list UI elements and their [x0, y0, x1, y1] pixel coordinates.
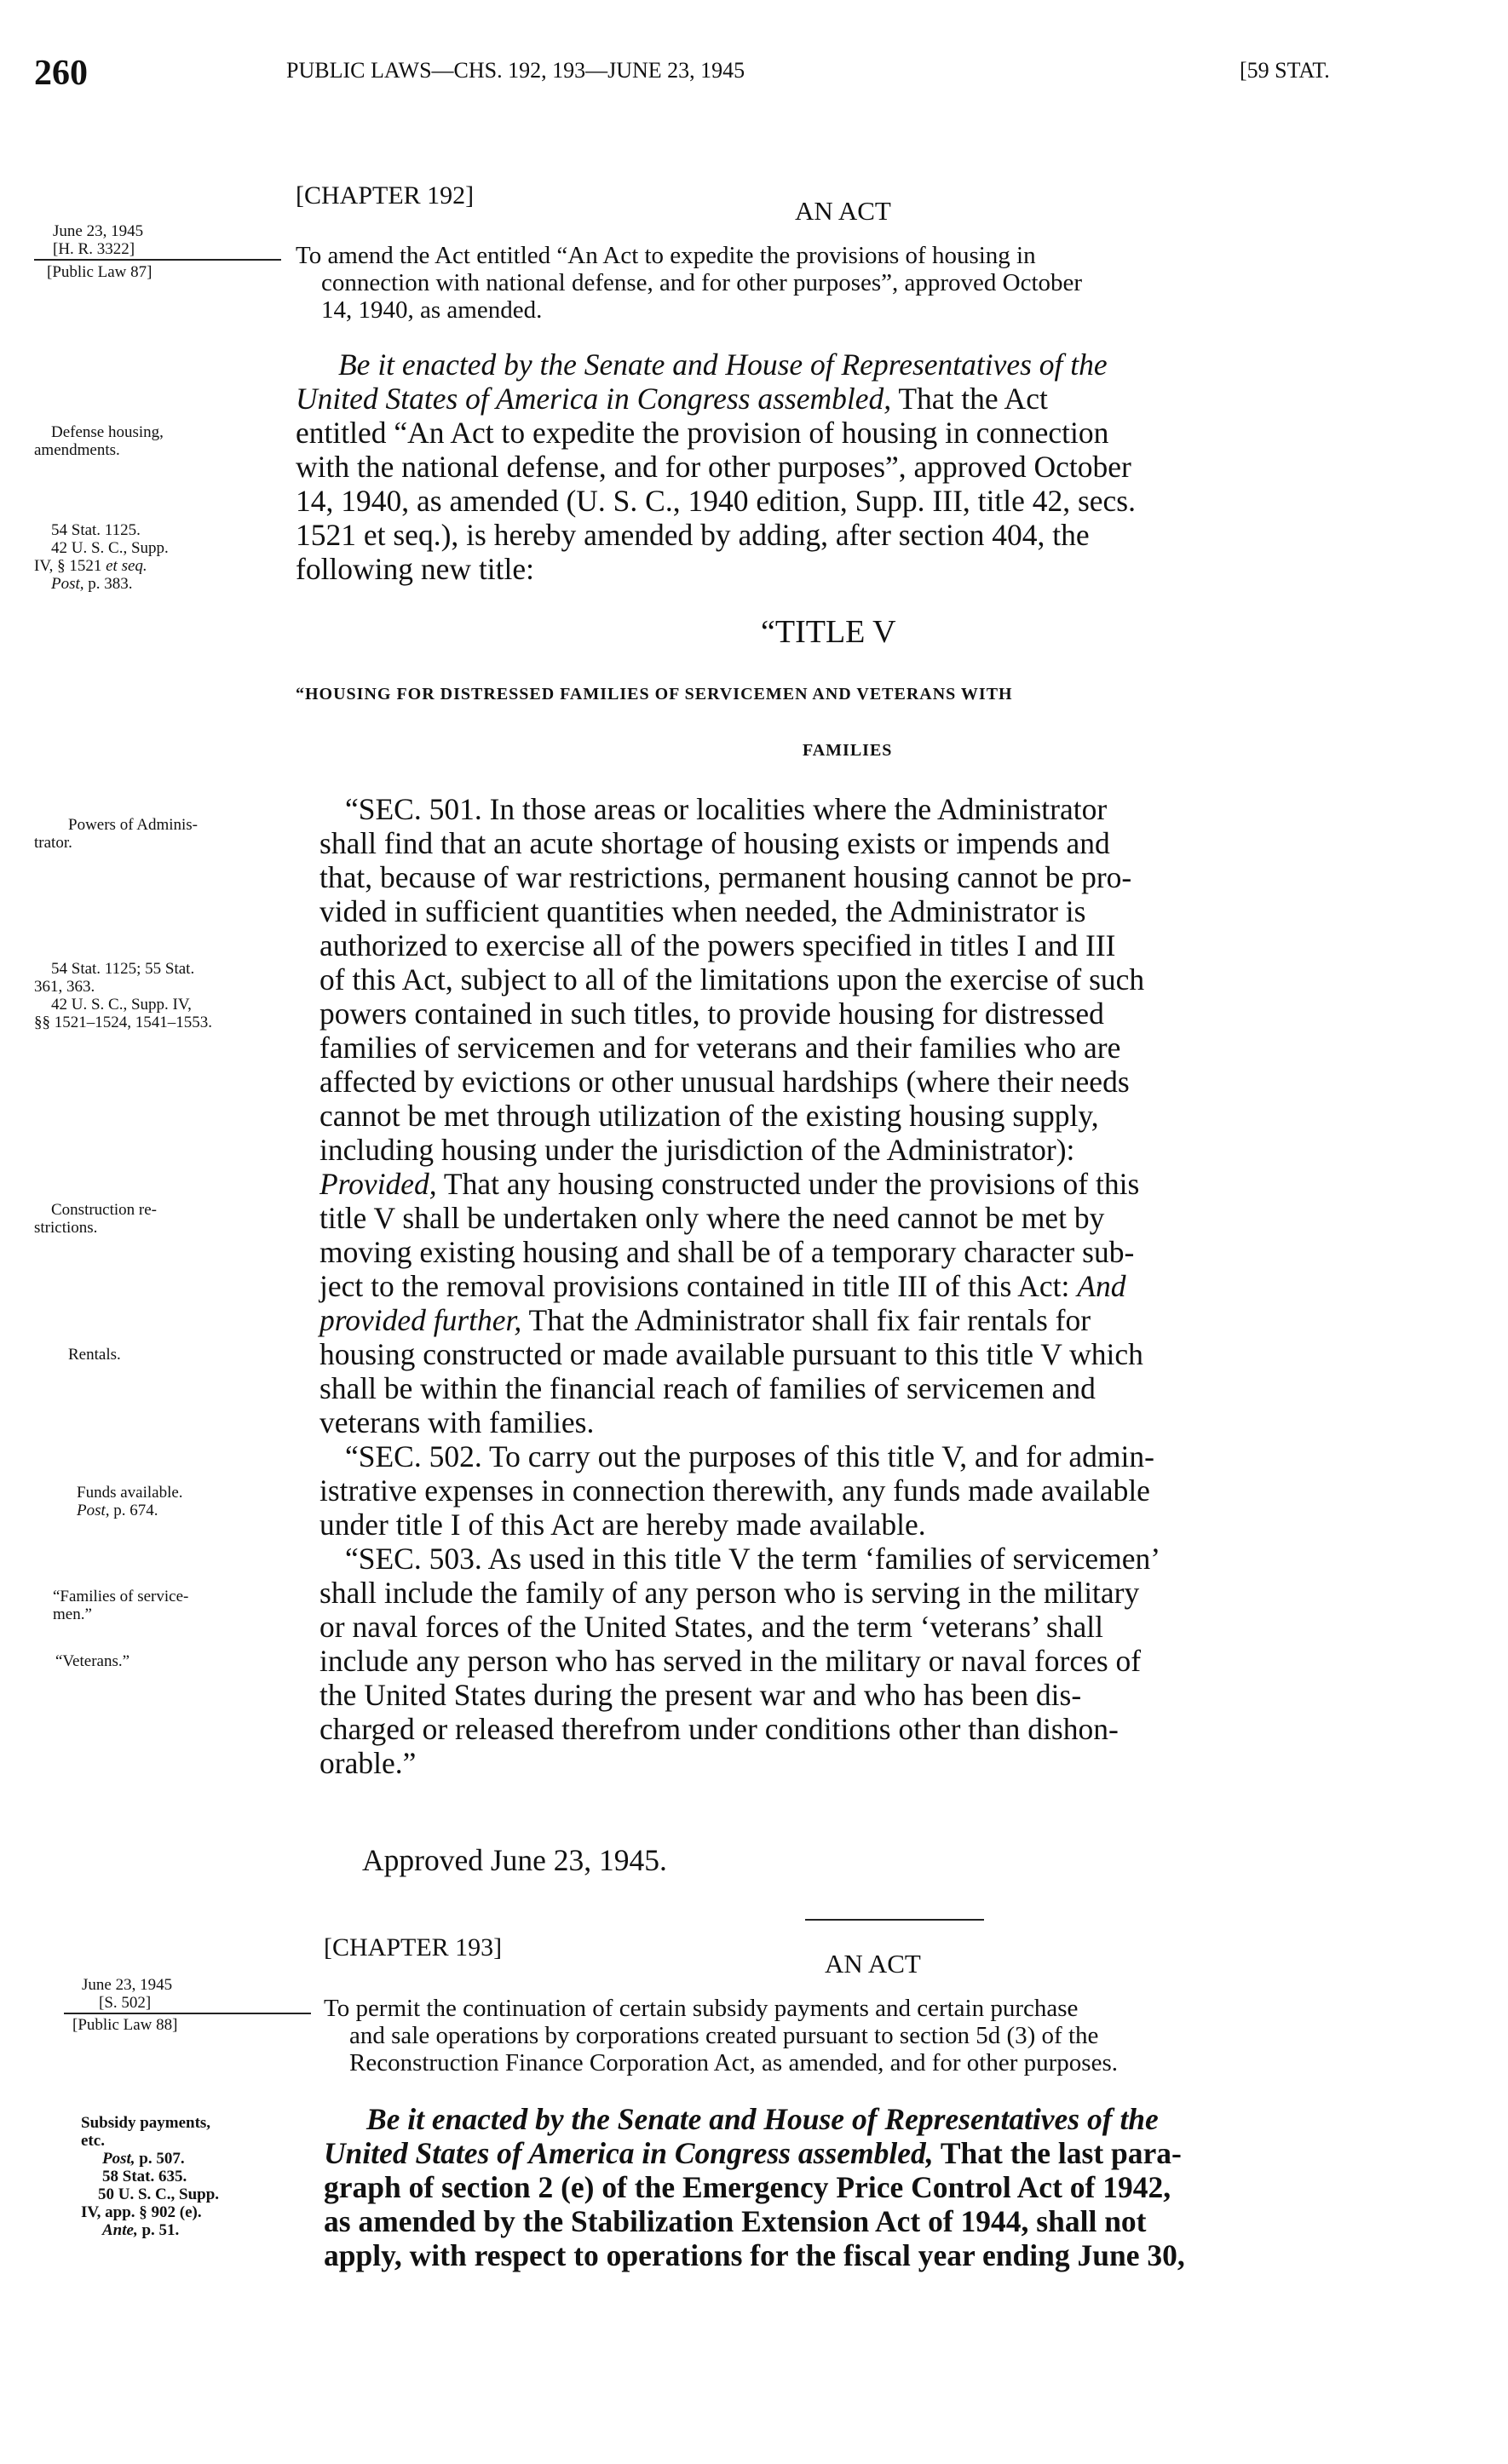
margin-note-line: Post, — [77, 1502, 110, 1519]
margin-note-line: “Families of service- — [53, 1588, 189, 1605]
margin-note-citation-b — [34, 960, 212, 1031]
margin-note-line: Defense housing, — [51, 423, 164, 441]
margin-note-line: 58 Stat. 635. — [102, 2168, 187, 2185]
caption-line: connection with national defense, and for other purposes”, approved October — [321, 269, 1083, 296]
chapter-192-approved: Approved June 23, 1945. — [362, 1843, 667, 1877]
body-line: provided further, — [319, 1303, 522, 1337]
body-line: orable.” — [319, 1746, 417, 1780]
chapter-192-caption — [296, 242, 1082, 324]
enacting-line: Be it enacted by the Senate and House of Representatives of the — [366, 2102, 1159, 2136]
chapter-193-date-note: June 23, 1945 — [82, 1976, 173, 1994]
margin-note-line: Ante, — [102, 2221, 138, 2239]
body-line: veterans with families. — [319, 1405, 595, 1439]
margin-note-funds — [77, 1484, 183, 1519]
body-line: graph of section 2 (e) of the Emergency Price Control Act of 1942, — [324, 2170, 1171, 2204]
body-line: or naval forces of the United States, and the term ‘veterans’ shall — [319, 1610, 1104, 1644]
margin-note-line: Funds available. — [77, 1484, 183, 1502]
body-line: of this Act, subject to all of the limitations upon the exercise of such — [319, 962, 1145, 997]
body-line: families of servicemen and for veterans and their families who are — [319, 1031, 1121, 1065]
section-502 — [319, 1439, 1154, 1542]
body-line: moving existing housing and shall be of a temporary character sub- — [319, 1235, 1135, 1269]
title-v-heading: “TITLE V — [761, 614, 896, 650]
enacting-line: That the last para- — [933, 2136, 1182, 2170]
body-line: shall find that an acute shortage of housing exists or impends and — [319, 826, 1110, 860]
chapter-193-note-rule — [64, 2013, 311, 2014]
body-line: cannot be met through utilization of the existing housing supply, — [319, 1099, 1099, 1133]
chapter-192-act-heading: AN ACT — [795, 196, 891, 226]
body-line: apply, with respect to operations for the fiscal year ending June 30, — [324, 2238, 1185, 2272]
body-line: housing constructed or made available pursuant to this title V which — [319, 1337, 1143, 1371]
chapter-193-label: [CHAPTER 193] — [324, 1933, 503, 1961]
body-line: authorized to exercise all of the powers specified in titles I and III — [319, 928, 1116, 962]
margin-note-line: amendments. — [34, 441, 120, 459]
margin-note-defense-housing — [34, 423, 164, 459]
section-501 — [319, 792, 1144, 1439]
body-line: following new title: — [296, 552, 535, 586]
body-line: title V shall be undertaken only where the need cannot be met by — [319, 1201, 1105, 1235]
margin-note-line: §§ 1521–1524, 1541–1553. — [34, 1014, 212, 1031]
margin-note-line: IV, § 1521 — [34, 557, 106, 575]
margin-note-line: Post, — [51, 575, 84, 593]
body-line: “SEC. 501. In those areas or localities where the Administrator — [345, 792, 1108, 826]
margin-note-line: strictions. — [34, 1219, 98, 1237]
running-title: PUBLIC LAWS—CHS. 192, 193—JUNE 23, 1945 — [286, 58, 745, 83]
body-line: ject to the removal provisions contained in title III of this Act: — [319, 1269, 1078, 1303]
body-line: with the national defense, and for other purposes”, approved October — [296, 450, 1131, 484]
margin-note-line: Construction re- — [51, 1201, 158, 1219]
title-v-subheading-line-2: FAMILIES — [803, 741, 893, 760]
margin-note-powers — [34, 816, 198, 852]
body-line: include any person who has served in the military or naval forces of — [319, 1644, 1142, 1678]
body-line: That the Administrator shall fix fair rentals for — [521, 1303, 1091, 1337]
margin-note-veterans: “Veterans.” — [55, 1652, 130, 1670]
margin-note-subsidy — [81, 2114, 219, 2239]
body-line: Provided, — [319, 1167, 437, 1201]
enacting-line: United States of America in Congress assembled, — [324, 2136, 934, 2170]
margin-note-families — [53, 1588, 188, 1623]
margin-note-construction — [34, 1201, 157, 1237]
caption-line: Reconstruction Finance Corporation Act, as amended, and for other purposes. — [349, 2049, 1118, 2076]
margin-note-rentals: Rentals. — [68, 1346, 121, 1364]
chapter-192-note-rule — [34, 259, 281, 261]
body-line: shall be within the financial reach of families of servicemen and — [319, 1371, 1096, 1405]
body-line: under title I of this Act are hereby made available. — [319, 1508, 926, 1542]
chapter-192-date-note: June 23, 1945 — [53, 222, 144, 240]
body-line: charged or released therefrom under conditions other than dishon- — [319, 1712, 1119, 1746]
body-line: entitled “An Act to expedite the provision of housing in connection — [296, 416, 1109, 450]
body-line: And — [1077, 1269, 1126, 1303]
body-line: “SEC. 502. To carry out the purposes of this title V, and for admin- — [345, 1439, 1154, 1473]
chapter-192-label: [CHAPTER 192] — [296, 181, 475, 210]
body-line: istrative expenses in connection therewith, any funds made available — [319, 1473, 1150, 1508]
chapter-193-enacting-clause — [324, 2102, 1185, 2272]
margin-note-line: 50 U. S. C., Supp. — [98, 2185, 220, 2203]
body-line: 1521 et seq.), is hereby amended by adding, after section 404, the — [296, 518, 1090, 552]
title-v-subheading-line-1: “HOUSING FOR DISTRESSED FAMILIES OF SERVICEMEN AND VETERANS WITH — [296, 685, 1013, 704]
body-line: 14, 1940, as amended (U. S. C., 1940 edition, Supp. III, title 42, secs. — [296, 484, 1136, 518]
body-line: as amended by the Stabilization Extension Act of 1944, shall not — [324, 2204, 1147, 2238]
chapter-193-public-law-note: [Public Law 88] — [72, 2016, 178, 2034]
margin-note-line: etc. — [81, 2132, 105, 2150]
body-line: shall include the family of any person who is serving in the military — [319, 1576, 1140, 1610]
margin-note-line: 42 U. S. C., Supp. IV, — [51, 996, 192, 1014]
section-503 — [319, 1542, 1160, 1780]
margin-note-line: 54 Stat. 1125; 55 Stat. — [51, 960, 195, 978]
enacting-line: United States of America in Congress assembled, — [296, 382, 892, 416]
page-number: 260 — [34, 54, 88, 93]
caption-line: and sale operations by corporations created pursuant to section 5d (3) of the — [349, 2022, 1099, 2049]
margin-note-line: Post, — [102, 2150, 135, 2168]
margin-note-line: trator. — [34, 834, 72, 852]
margin-note-line: IV, app. § 902 (e). — [81, 2203, 202, 2221]
body-line: including housing under the jurisdiction of the Administrator): — [319, 1133, 1075, 1167]
body-line: That any housing constructed under the provisions of this — [436, 1167, 1140, 1201]
margin-note-line: p. 507. — [135, 2150, 185, 2168]
margin-note-line: Subsidy payments, — [81, 2114, 211, 2132]
caption-line: To permit the continuation of certain subsidy payments and certain purchase — [324, 1995, 1079, 2022]
enacting-line: Be it enacted by the Senate and House of Representatives of the — [338, 347, 1108, 382]
margin-note-line: 54 Stat. 1125. — [51, 521, 141, 539]
margin-note-line: 42 U. S. C., Supp. — [51, 539, 169, 557]
volume-reference: [59 STAT. — [1240, 58, 1330, 83]
margin-note-line: p. 383. — [83, 575, 133, 593]
margin-note-line: et seq. — [106, 557, 147, 575]
body-line: “SEC. 503. As used in this title V the term ‘families of servicemen’ — [345, 1542, 1161, 1576]
body-line: the United States during the present war and who has been dis- — [319, 1678, 1082, 1712]
body-line: that, because of war restrictions, permanent housing cannot be pro- — [319, 860, 1132, 894]
margin-note-line: p. 51. — [137, 2221, 180, 2239]
margin-note-line: Powers of Adminis- — [68, 816, 198, 834]
margin-note-citation-a — [34, 521, 169, 593]
chapter-193-caption — [324, 1995, 1118, 2076]
chapter-192-enacting-clause — [296, 347, 1136, 586]
chapter-192-bill-note: [H. R. 3322] — [53, 240, 135, 258]
margin-note-line: p. 674. — [109, 1502, 158, 1519]
chapter-192-public-law-note: [Public Law 87] — [47, 263, 153, 281]
caption-line: 14, 1940, as amended. — [321, 296, 543, 324]
caption-line: To amend the Act entitled “An Act to expedite the provisions of housing in — [296, 242, 1036, 269]
margin-note-line: men.” — [53, 1605, 92, 1623]
chapter-separator-rule — [805, 1919, 984, 1921]
body-line: vided in sufficient quantities when needed, the Administrator is — [319, 894, 1086, 928]
chapter-193-bill-note: [S. 502] — [99, 1994, 152, 2012]
enacting-line: That the Act — [891, 382, 1048, 416]
body-line: affected by evictions or other unusual hardships (where their needs — [319, 1065, 1130, 1099]
body-line: powers contained in such titles, to provide housing for distressed — [319, 997, 1104, 1031]
chapter-193-act-heading: AN ACT — [825, 1949, 921, 1979]
margin-note-line: 361, 363. — [34, 978, 95, 996]
